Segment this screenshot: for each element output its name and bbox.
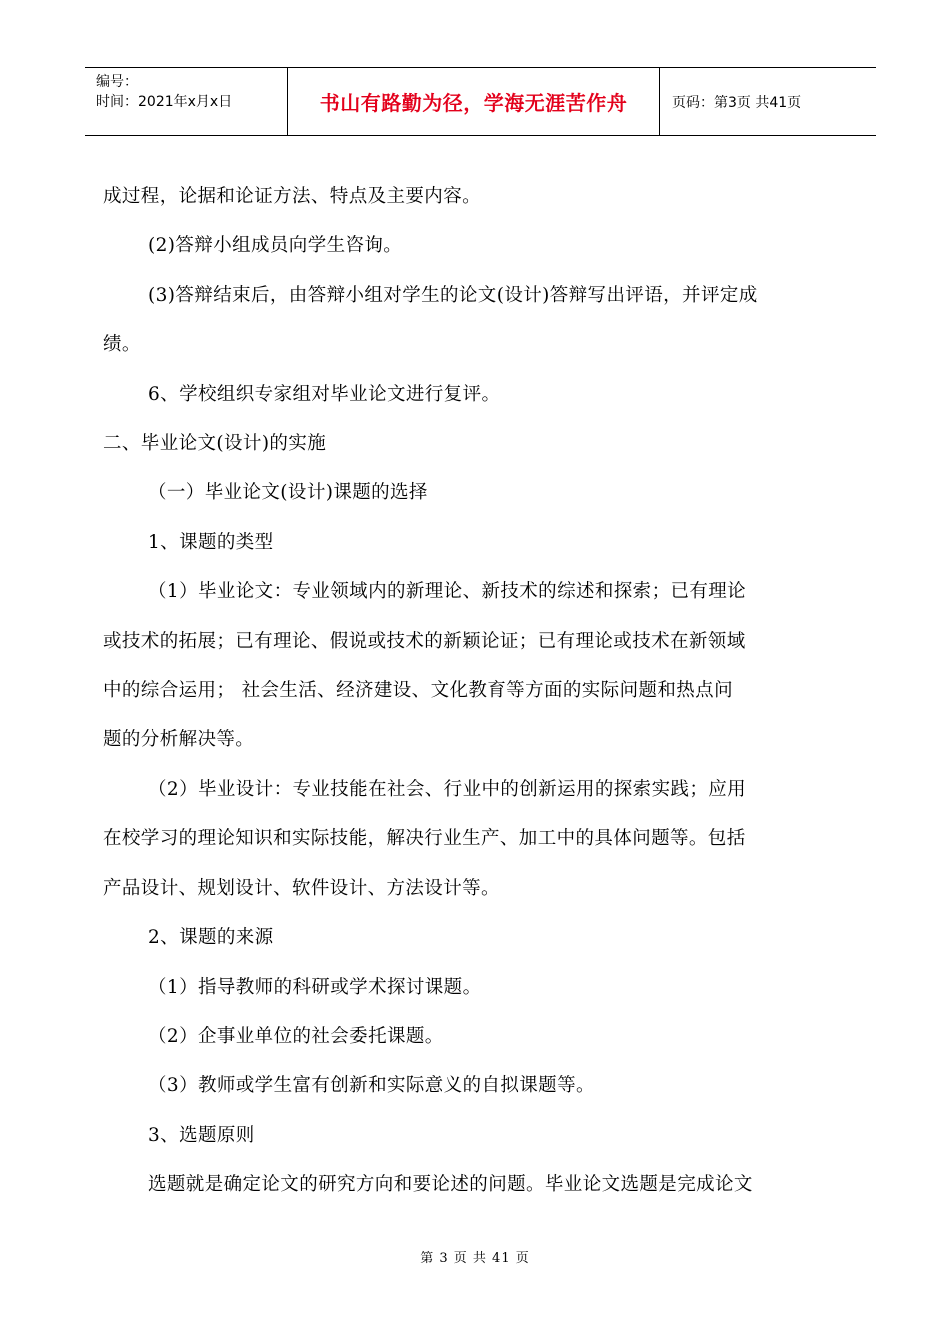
body-paragraph: 产品设计、规划设计、软件设计、方法设计等。 (103, 877, 500, 899)
header-motto: 书山有路勤为径，学海无涯苦作舟 (288, 68, 660, 135)
body-paragraph: 绩。 (103, 334, 141, 356)
body-paragraph: （一）毕业论文(设计)课题的选择 (148, 482, 428, 504)
body-paragraph: (3)答辩结束后，由答辩小组对学生的论文(设计)答辩写出评语，并评定成 (148, 284, 758, 306)
body-paragraph: 中的综合运用； 社会生活、经济建设、文化教育等方面的实际问题和热点问 (103, 680, 733, 702)
body-paragraph: （3）教师或学生富有创新和实际意义的自拟课题等。 (148, 1075, 595, 1097)
document-body (103, 172, 863, 1210)
page-header (85, 67, 876, 136)
body-paragraph: 选题就是确定论文的研究方向和要论述的问题。毕业论文选题是完成论文 (148, 1174, 753, 1196)
body-paragraph: 成过程，论据和论证方法、特点及主要内容。 (103, 186, 482, 207)
document-time-label: 时间：2021年x月x日 (96, 94, 233, 110)
body-paragraph: （2）毕业设计：专业技能在社会、行业中的创新运用的探索实践；应用 (148, 778, 747, 800)
header-meta (85, 68, 288, 135)
body-paragraph: (2)答辩小组成员向学生咨询。 (148, 235, 403, 257)
body-paragraph: 3、选题原则 (148, 1124, 255, 1146)
body-paragraph: 题的分析解决等。 (103, 729, 255, 751)
body-paragraph: 2、课题的来源 (148, 927, 274, 949)
body-paragraph: 二、毕业论文(设计)的实施 (103, 433, 327, 455)
body-paragraph: 或技术的拓展；已有理论、假说或技术的新颖论证；已有理论或技术在新领域 (103, 630, 746, 652)
body-paragraph: （1）毕业论文：专业领域内的新理论、新技术的综述和探索；已有理论 (148, 581, 747, 603)
body-paragraph: （2）企事业单位的社会委托课题。 (148, 1025, 444, 1047)
body-paragraph: 在校学习的理论知识和实际技能，解决行业生产、加工中的具体问题等。包括 (103, 828, 746, 850)
document-number-label: 编号： (96, 74, 138, 90)
page-footer: 第 3 页 共 41 页 (420, 1251, 530, 1266)
body-paragraph: 6、学校组织专家组对毕业论文进行复评。 (148, 383, 501, 405)
body-paragraph: （1）指导教师的科研或学术探讨课题。 (148, 976, 482, 998)
body-paragraph: 1、课题的类型 (148, 531, 274, 553)
header-page-info: 页码：第3页 共41页 (672, 94, 802, 111)
